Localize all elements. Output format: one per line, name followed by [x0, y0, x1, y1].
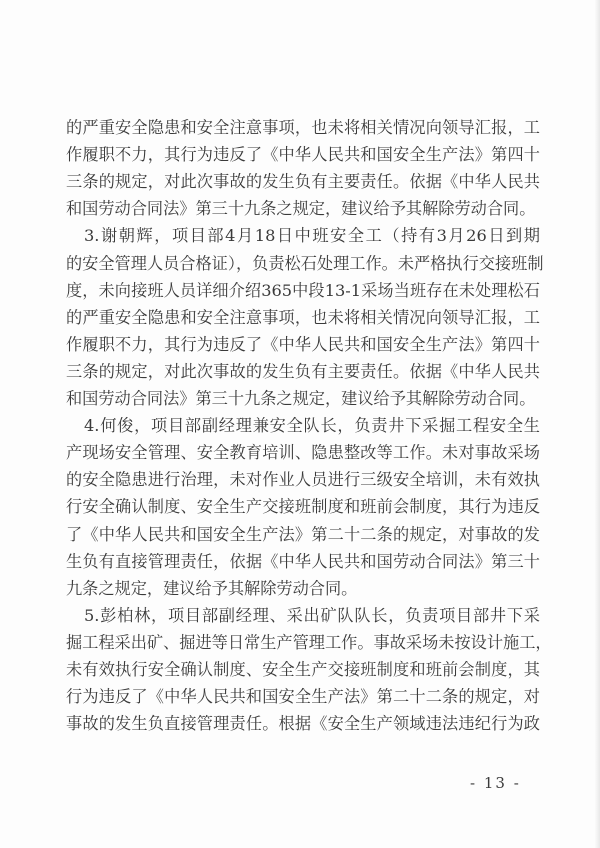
text-line: 和国劳动合同法》第三十九条之规定，建议给予其解除劳动合同。 — [66, 389, 536, 408]
text-line: 的严重安全隐患和安全注意事项，也未将相关情况向领导汇报，工 — [66, 118, 540, 137]
text-line: 行安全确认制度、安全生产交接班制度和班前会制度，其行为违反 — [66, 497, 540, 517]
page-edge-shadow — [594, 0, 600, 848]
text-line: 未有效执行安全确认制度、安全生产交接班制度和班前会制度，其 — [66, 660, 540, 679]
text-line: 生负有直接管理责任，依据《中华人民共和国劳动合同法》第三十 — [66, 551, 540, 571]
text-line: 度，未向接班人员详细介绍365中段13-1采场当班存在未处理松石 — [66, 280, 540, 300]
text-line: 和国劳动合同法》第三十九条之规定，建议给予其解除劳动合同。 — [66, 199, 536, 219]
page-number: - 13 - — [470, 774, 521, 792]
text-line: 的严重安全隐患和安全注意事项，也未将相关情况向领导汇报，工 — [66, 307, 540, 327]
text-line: 作履职不力，其行为违反了《中华人民共和国安全生产法》第四十 — [66, 145, 540, 165]
text-line: 了《中华人民共和国安全生产法》第二十二条的规定，对事故的发 — [66, 524, 540, 544]
text-line: 4.何俊，项目部副经理兼安全队长，负责井下采掘工程安全生 — [84, 416, 540, 436]
text-line: 九条之规定，建议给予其解除劳动合同。 — [66, 578, 358, 598]
text-line: 5.彭柏林，项目部副经理、采出矿队队长，负责项目部井下采 — [84, 605, 540, 625]
text-line: 作履职不力，其行为违反了《中华人民共和国安全生产法》第四十 — [66, 334, 540, 354]
text-line: 三条的规定，对此次事故的发生负有主要责任。依据《中华人民共 — [66, 172, 540, 192]
text-line: 的安全管理人员合格证），负责松石处理工作。未严格执行交接班制 — [66, 253, 544, 273]
text-line: 3.谢朝辉，项目部4月18日中班安全工（持有3月26日到期 — [84, 226, 540, 246]
text-line: 掘工程采出矿、掘进等日常生产管理工作。事故采场未按设计施工， — [66, 632, 552, 652]
text-line: 产现场安全管理、安全教育培训、隐患整改等工作。未对事故采场 — [66, 443, 540, 463]
text-line: 行为违反了《中华人民共和国安全生产法》第二十二条的规定，对 — [66, 687, 540, 707]
text-line: 三条的规定，对此次事故的发生负有主要责任。依据《中华人民共 — [66, 361, 540, 381]
text-line: 事故的发生负直接管理责任。根据《安全生产领域违法违纪行为政 — [66, 714, 540, 734]
text-line: 的安全隐患进行治理，未对作业人员进行三级安全培训，未有效执 — [66, 470, 540, 490]
